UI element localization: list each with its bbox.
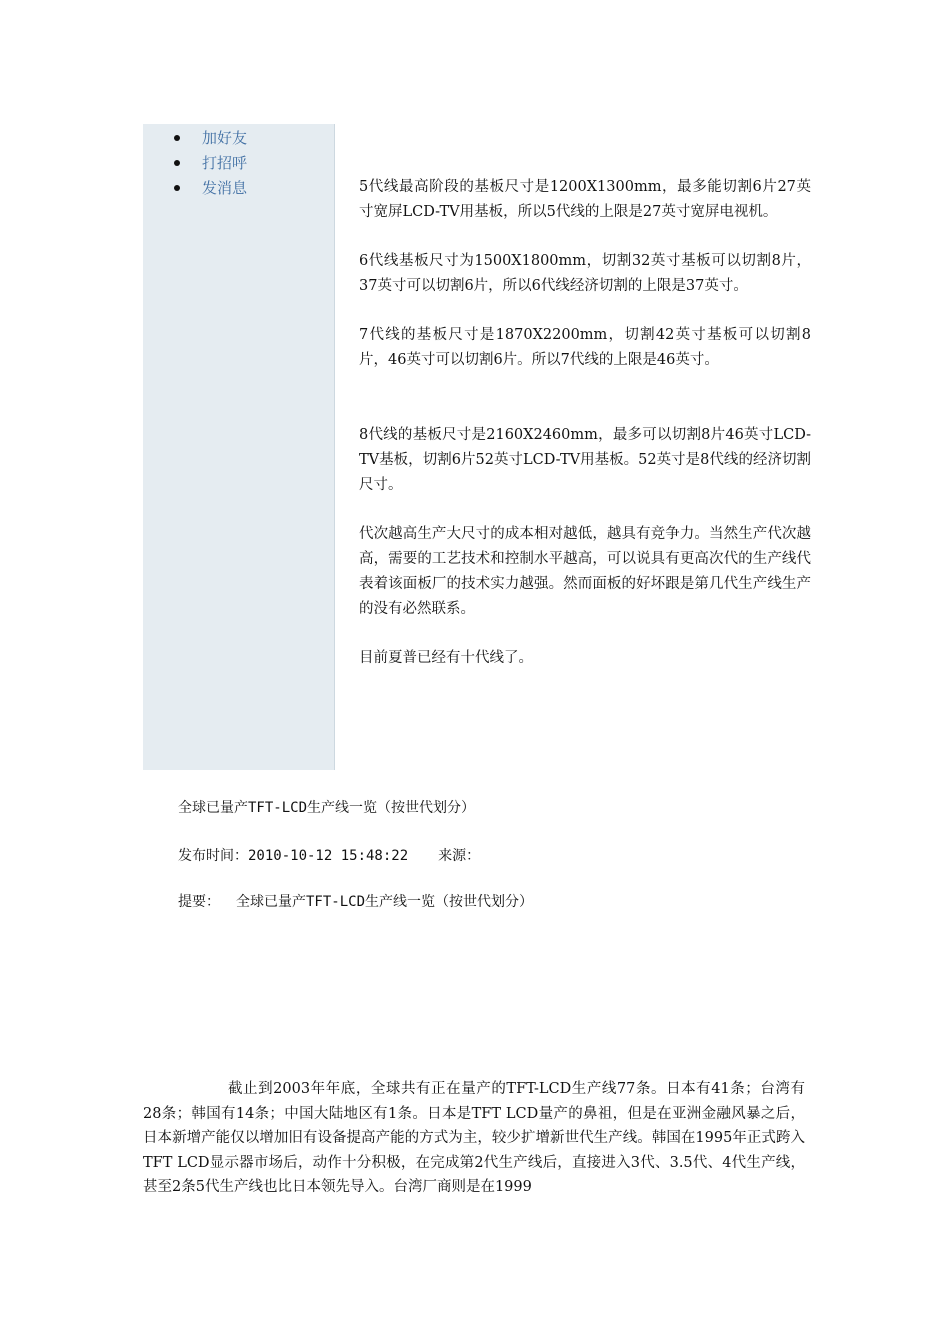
summary-text: 全球已量产TFT-LCD生产线一览（按世代划分） (236, 894, 533, 910)
main-content (359, 175, 811, 671)
body-paragraph: 截止到2003年年底，全球共有正在量产的TFT-LCD生产线77条。日本有41条；台湾有28条；韩国有14条；中国大陆地区有1条。日本是TFT LCD量产的鼻祖，但是在亚洲金融风暴之后，日本新增产能仅以增加旧有设备提高产能的方式为主，较少扩增新世代生产线。韩国在1995年正式跨入TFT LCD显示器市场后，动作十分积极，在完成第2代生产线后，直接进入3代、3.5代、4代生产线，甚至2条5代生产线也比日本领先导入。台湾厂商则是在1999 (143, 1081, 805, 1195)
paragraph-gen8: 8代线的基板尺寸是2160X2460mm，最多可以切割8片46英寸LCD-TV基板，切割6片52英寸LCD-TV用基板。52英寸是8代线的经济切割尺寸。 (359, 427, 811, 493)
paragraph-gen6: 6代线基板尺寸为1500X1800mm，切割32英寸基板可以切割8片，37英寸可以切割6片，所以6代线经济切割的上限是37英寸。 (359, 253, 811, 294)
paragraph-generation-cost: 代次越高生产大尺寸的成本相对越低，越具有竞争力。当然生产代次越高，需要的工艺技术和控制水平越高，可以说具有更高次代的生产线代表着该面板厂的技术实力越强。然而面板的好坏跟是第几代生产线生产的没有必然联系。 (359, 526, 811, 617)
greet-link[interactable]: 打招呼 (202, 154, 248, 172)
spacer (359, 498, 811, 522)
publish-time: 发布时间：2010-10-12 15:48:22 (178, 848, 409, 864)
article-meta (178, 845, 480, 865)
article-body (143, 1077, 805, 1200)
add-friend-link[interactable]: 加好友 (202, 129, 248, 147)
paragraph-sharp: 目前夏普已经有十代线了。 (359, 650, 533, 666)
spacer (359, 225, 811, 249)
source-label: 来源： (438, 848, 481, 864)
bullet-icon (174, 185, 180, 191)
bullet-icon (174, 160, 180, 166)
spacer (359, 622, 811, 646)
article-title: 全球已量产TFT-LCD生产线一览（按世代划分） (178, 800, 475, 816)
sidebar (143, 124, 335, 770)
bullet-icon (174, 135, 180, 141)
summary-label: 提要： (178, 894, 220, 910)
send-message-link[interactable]: 发消息 (202, 179, 248, 197)
spacer (359, 373, 811, 423)
article-summary (178, 891, 533, 911)
paragraph-gen5: 5代线最高阶段的基板尺寸是1200X1300mm，最多能切割6片27英寸宽屏LCD-TV用基板，所以5代线的上限是27英寸宽屏电视机。 (359, 179, 811, 220)
paragraph-gen7: 7代线的基板尺寸是1870X2200mm，切割42英寸基板可以切割8片，46英寸可以切割6片。所以7代线的上限是46英寸。 (359, 327, 811, 368)
spacer (359, 299, 811, 323)
